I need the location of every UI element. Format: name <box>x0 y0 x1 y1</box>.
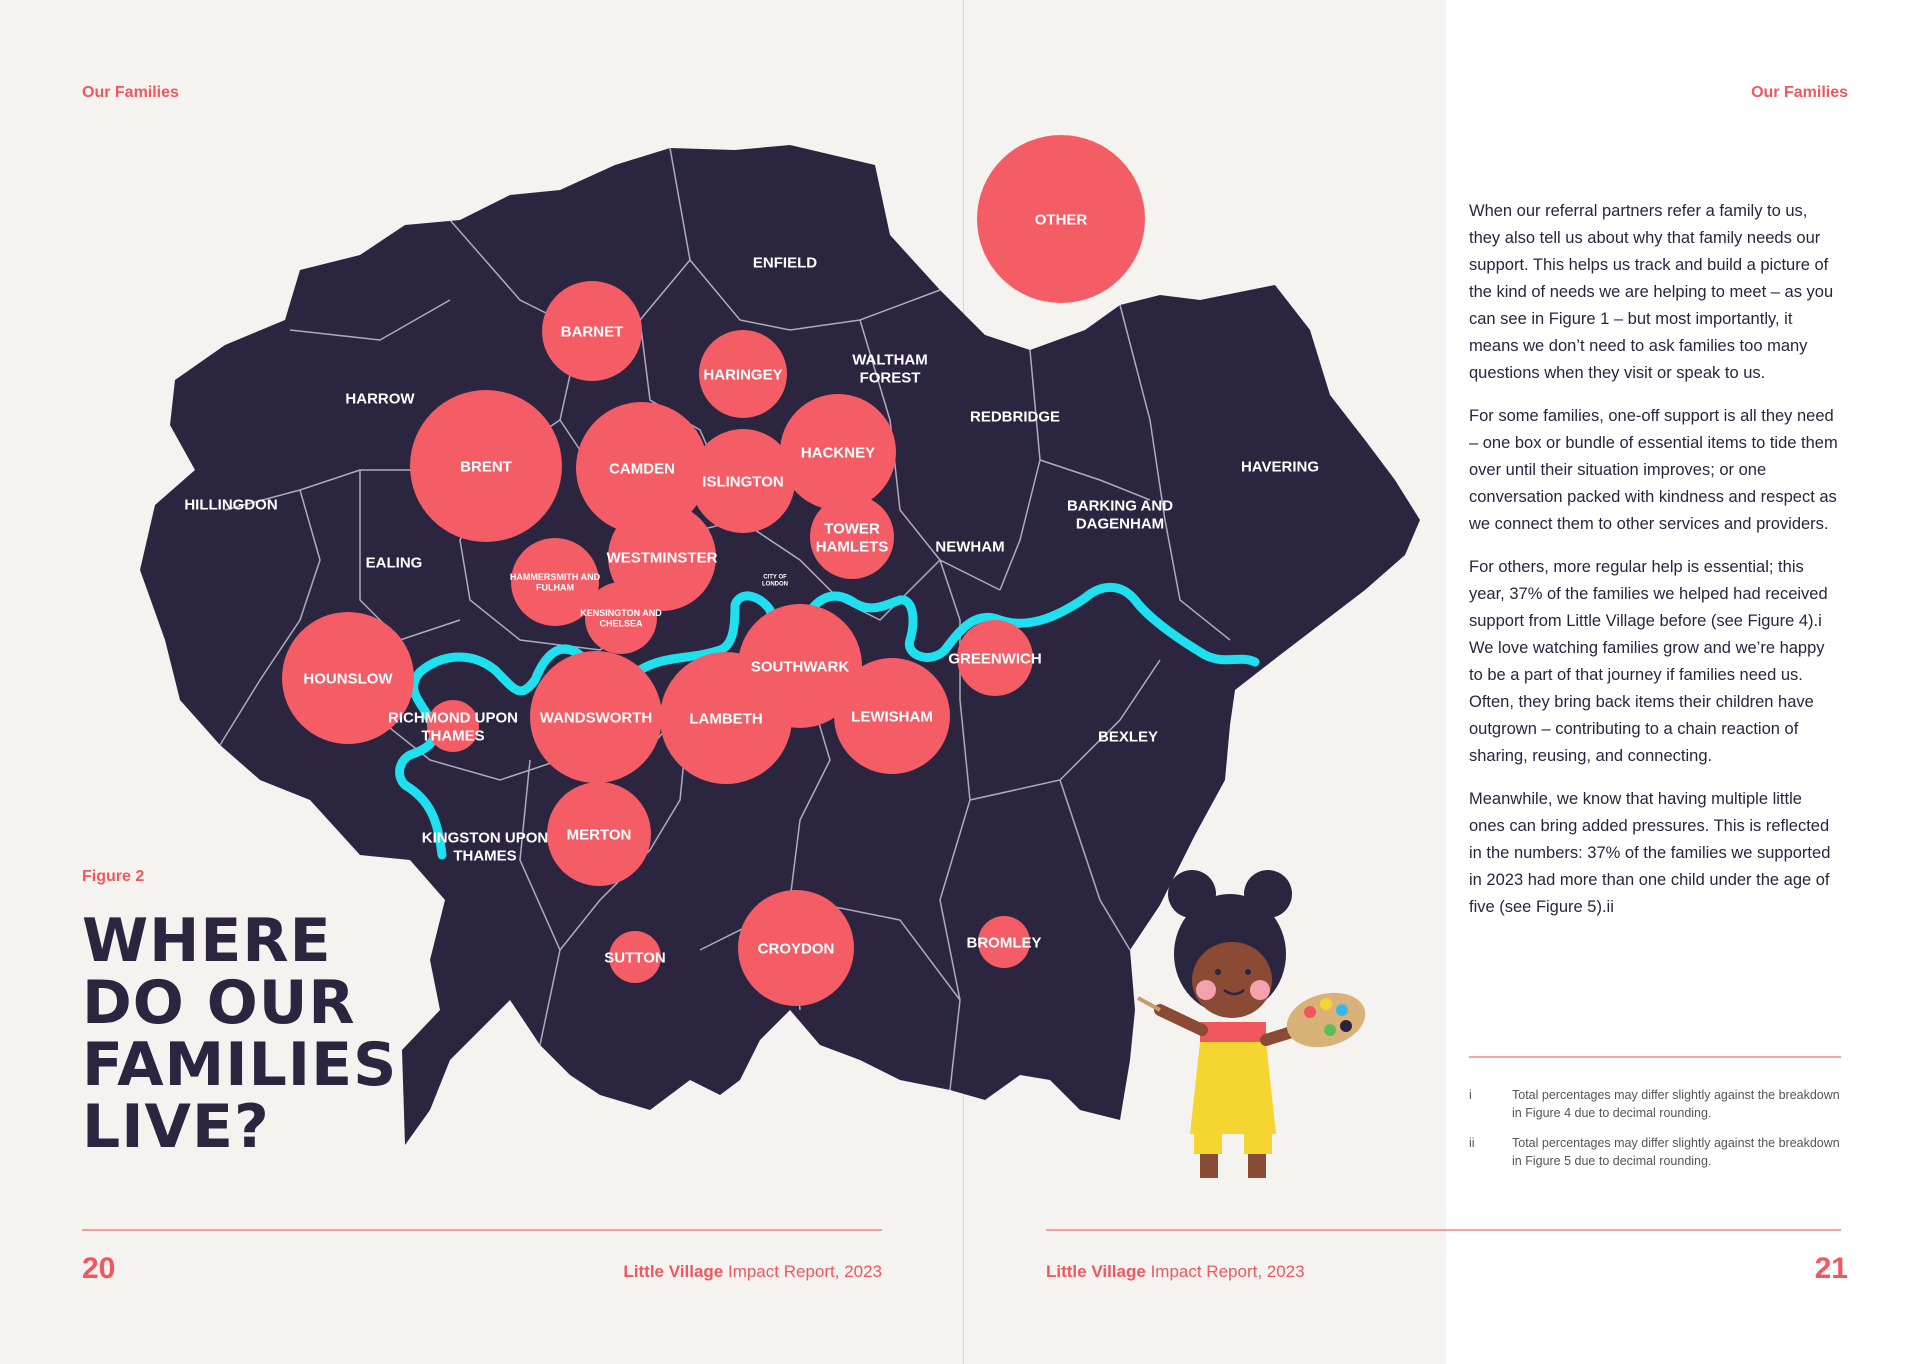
paragraph: When our referral partners refer a family to us, they also tell us about why that family needs our support. This helps us track and build a picture of the kind of needs we are helping to meet – as you can see in Figure 1 – but most importantly, it means we don’t need to ask families too many questions when they visit or speak to us. <box>1469 202 1834 382</box>
bubble-label-other: OTHER <box>1034 211 1088 229</box>
footnote-mark: ii <box>1469 1136 1475 1150</box>
paragraph: For some families, one-off support is all they need – one box or bundle of essential items to tide them over until their situation improves; or one conversation packed with kindness and respect as we connect them to other services and providers. <box>1469 407 1838 533</box>
bubble-label-kensington-and-chelsea: KENSINGTON AND CHELSEA <box>580 607 662 629</box>
footnote-divider <box>1469 1056 1841 1058</box>
borough-label-enfield: ENFIELD <box>752 254 818 272</box>
borough-label-waltham-forest: WALTHAM FOREST <box>852 351 928 387</box>
figure-title <box>82 906 402 1162</box>
borough-label-redbridge: REDBRIDGE <box>969 408 1061 426</box>
bubble-label-lewisham: LEWISHAM <box>851 708 933 726</box>
report-name: Impact Report, 2023 <box>1150 1262 1305 1281</box>
bubble-label-wandsworth: WANDSWORTH <box>539 709 653 727</box>
footnote-mark: i <box>1469 1088 1472 1102</box>
title-line: DO OUR <box>82 968 356 1038</box>
footer-brand-right <box>1046 1262 1305 1282</box>
footnote-text: Total percentages may differ slightly against the breakdown in Figure 5 due to decimal rounding. <box>1512 1136 1840 1168</box>
bubble-label-southwark: SOUTHWARK <box>750 658 850 676</box>
child-painter-icon <box>1120 862 1380 1192</box>
report-name: Impact Report, 2023 <box>727 1262 882 1281</box>
paragraph: For others, more regular help is essential; this year, 37% of the families we helped had received support from Little Village before (see Figure 4).i We love watching families grow and we’re happy to be a part of that journey if families need us. Often, they bring back items their children have outgrown – contributing to a chain reaction of sharing, reusing, and connecting. <box>1469 558 1828 765</box>
bubble-label-merton: MERTON <box>566 826 632 844</box>
body-text <box>1469 198 1841 937</box>
bubble-label-islington: ISLINGTON <box>702 473 784 491</box>
footer-brand-left <box>623 1262 882 1282</box>
bubble-label-tower-hamlets: TOWER HAMLETS <box>815 520 889 556</box>
bubble-label-hammersmith-and-fulham: HAMMERSMITH AND FULHAM <box>509 571 601 593</box>
figure-label: Figure 2 <box>82 868 145 885</box>
bubble-label-camden: CAMDEN <box>609 460 675 478</box>
bubble-label-hackney: HACKNEY <box>800 444 876 462</box>
bubble-label-hounslow: HOUNSLOW <box>303 670 393 688</box>
footnote-2 <box>1469 1134 1841 1170</box>
borough-label-havering: HAVERING <box>1240 458 1320 476</box>
page-number-left: 20 <box>82 1252 116 1285</box>
borough-label-hillingdon: HILLINGDON <box>184 496 278 514</box>
title-line: FAMILIES <box>82 1030 398 1100</box>
paragraph: Meanwhile, we know that having multiple little ones can bring added pressures. This is reflected in the numbers: 37% of the families we supported in 2023 had more than one child under the age of five (see Figure 5).ii <box>1469 790 1831 916</box>
bubble-label-croydon: CROYDON <box>757 940 835 958</box>
bubble-label-brent: BRENT <box>460 458 512 476</box>
borough-label-newham: NEWHAM <box>935 538 1005 556</box>
bubble-label-haringey: HARINGEY <box>703 366 783 384</box>
footer-rule-left <box>82 1229 882 1231</box>
bubble-label-lambeth: LAMBETH <box>689 710 763 728</box>
bubble-label-bromley: BROMLEY <box>966 934 1042 952</box>
borough-label-barking-and-dagenham: BARKING AND DAGENHAM <box>1066 497 1174 533</box>
brand-name: Little Village <box>623 1262 724 1281</box>
bubble-label-greenwich: GREENWICH <box>948 650 1042 668</box>
brand-name: Little Village <box>1046 1262 1146 1281</box>
bubble-label-richmond-upon-thames: RICHMOND UPON THAMES <box>388 709 518 745</box>
borough-label-city-of-london: CITY OF LONDON <box>762 574 788 588</box>
bubble-label-westminster: WESTMINSTER <box>606 549 718 567</box>
section-label-left: Our Families <box>82 84 179 101</box>
bubble-label-barnet: BARNET <box>560 323 624 341</box>
footnote-text: Total percentages may differ slightly against the breakdown in Figure 4 due to decimal rounding. <box>1512 1088 1840 1120</box>
borough-label-kingston-upon-thames: KINGSTON UPON THAMES <box>421 829 549 865</box>
borough-label-harrow: HARROW <box>345 390 415 408</box>
borough-label-ealing: EALING <box>365 554 423 572</box>
title-line: WHERE <box>82 906 332 976</box>
title-line: LIVE? <box>82 1092 270 1162</box>
footnote-1 <box>1469 1086 1841 1122</box>
footer-rule-right <box>1046 1229 1841 1231</box>
bubble-label-sutton: SUTTON <box>604 949 666 967</box>
page-number-right: 21 <box>1814 1252 1848 1285</box>
borough-label-bexley: BEXLEY <box>1097 728 1159 746</box>
section-label-right: Our Families <box>1751 84 1848 101</box>
